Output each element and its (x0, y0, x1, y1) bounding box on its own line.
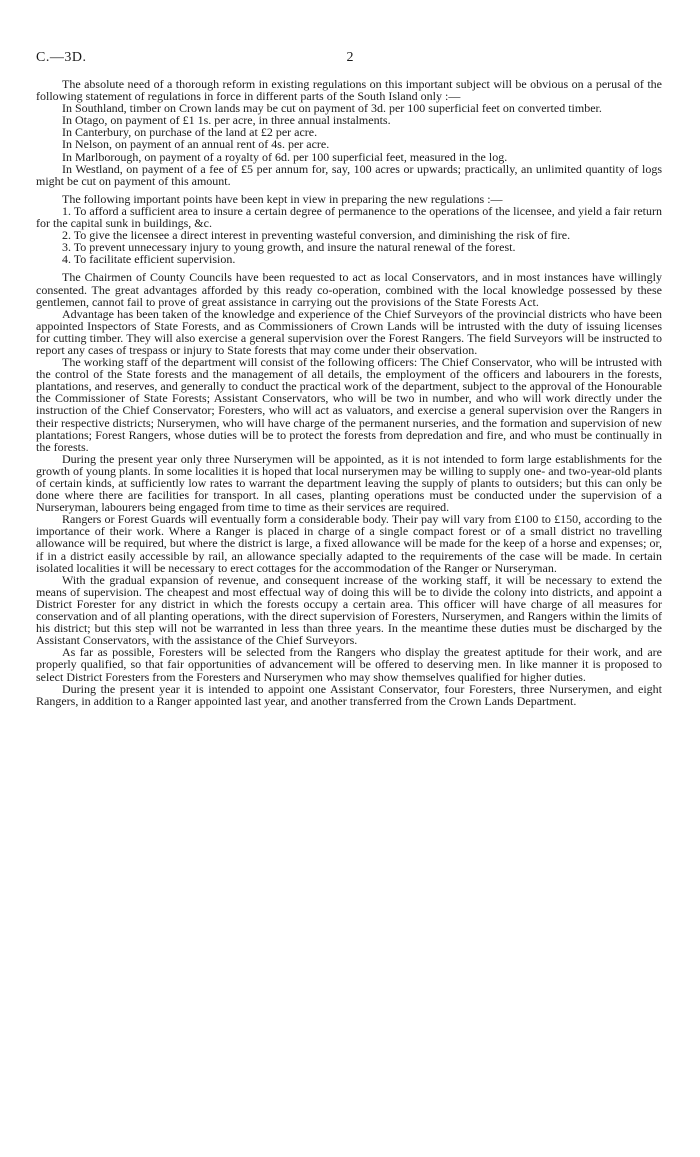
paragraph: As far as possible, Foresters will be selected from the Rangers who display the greatest aptitude for their work, and are properly qualified, so that fair opportunities of advancement will be offered to deserving men. In like manner it is proposed to select District Foresters from the Foresters and Nurserymen who may show themselves qualified for higher duties. (36, 645, 662, 684)
paragraph: Advantage has been taken of the knowledge and experience of the Chief Surveyors of the provincial districts who have been appointed Inspectors of State Forests, and as Commissioners of Crown Lands will be intrusted with the duty of issuing licenses for cutting timber. They will also exercise a general supervision over the Forest Rangers. The field Surveyors will be instructed to report any cases of trespass or injury to State forests that may come under their observation. (36, 306, 662, 357)
page-number: 2 (346, 50, 354, 65)
body-text (36, 78, 662, 707)
paragraph: During the present year only three Nurserymen will be appointed, as it is not intended to form large establishments for the growth of young plants. In some localities it is hoped that local nurserymen may be willing to supply one- and two-year-old plants of certain kinds, at sufficiently low rates to warrant the department leaving the supply of plants to outsiders; but this can only be done where there are facilities for transport. In all cases, planting operations must be conducted under the supervision of a Nurseryman, labourers being engaged from time to time as their services are required. (36, 451, 662, 515)
paragraph: 1. To afford a sufficient area to insure a certain degree of permanence to the operations of the licensee, and yield a fair return for the capital sunk in buildings, &c. (36, 203, 662, 231)
paragraph: In Canterbury, on purchase of the land at £2 per acre. (62, 125, 318, 140)
paragraph: During the present year it is intended to appoint one Assistant Conservator, four Foresters, three Nurserymen, and eight Rangers, in addition to a Ranger appointed last year, and another transferred from the Crown Lands Department. (36, 681, 662, 708)
paragraph: In Otago, on payment of £1 1s. per acre, in three annual instalments. (62, 113, 391, 128)
document-reference: C.—3D. (36, 50, 87, 65)
paragraph: In Nelson, on payment of an annual rent of 4s. per acre. (62, 137, 330, 152)
paragraph: In Southland, timber on Crown lands may be cut on payment of 3d. per 100 superficial feet on converted timber. (62, 101, 602, 116)
paragraph: With the gradual expansion of revenue, and consequent increase of the working staff, it will be necessary to extend the means of supervision. The cheapest and most effectual way of doing this will be to divide the colony into districts, and appoint a District Forester for any district in which the forests occupy a certain area. This officer will have charge of all measures for conservation and of all planting operations, with the direct supervision of Foresters, Nurserymen, and Rangers within the limits of his district; but this step will not be warranted in less than three years. In the meantime these duties must be discharged by the Assistant Conservators, with the assistance of the Chief Surveyors. (36, 572, 662, 648)
paragraph: The working staff of the department will consist of the following officers: The Chief Conservator, who will be intrusted with the control of the State forests and the management of all details, the employment of the officers and labourers in the forests, plantations, and reserves, and generally to conduct the practical work of the department, subject to the approval of the Honourable the Commissioner of State Forests; Assistant Conservators, who will be two in number, and who will work directly under the instruction of the Chief Conservator; Foresters, who will act as valuators, and exercise a general supervision over the Rangers in their respective districts; Nurserymen, who will have charge of the permanent nurseries, and the formation and supervision of new plantations; Forest Rangers, whose duties will be to protect the forests from depredation and fire, and who must be continually in the forests. (36, 355, 662, 454)
paragraph: In Marlborough, on payment of a royalty of 6d. per 100 superficial feet, measured in the log. (62, 149, 508, 164)
paragraph: 4. To facilitate efficient supervision. (62, 252, 236, 267)
paragraph: In Westland, on payment of a fee of £5 per annum for, say, 100 acres or upwards; practically, an unlimited quantity of logs might be cut on payment of this amount. (36, 161, 662, 188)
paragraph: 2. To give the licensee a direct interest in preventing wasteful conversion, and diminishing the risk of fire. (62, 228, 571, 243)
paragraph: 3. To prevent unnecessary injury to young growth, and insure the natural renewal of the forest. (62, 240, 516, 255)
paragraph: The absolute need of a thorough reform in existing regulations on this important subject will be obvious on a perusal of the following statement of regulations in force in different parts of the South Island only :— (36, 77, 662, 104)
paragraph: The Chairmen of County Councils have been requested to act as local Conservators, and in most instances have willingly consented. The great advantages afforded by this ready co-operation, combined with the local knowledge possessed by these gentlemen, cannot fail to prove of great assistance in carrying out the provisions of the State Forests Act. (36, 270, 662, 309)
paragraph: The following important points have been kept in view in preparing the new regulations :— (62, 191, 503, 206)
paragraph: Rangers or Forest Guards will eventually form a considerable body. Their pay will vary from £100 to £150, according to the importance of their work. Where a Ranger is placed in charge of a single compact forest or of a small district no travelling allowance will be required, but where the district is large, a fixed allowance will be made for the keep of a horse and expenses; or, if in a district easily accessible by rail, an allowance specially adapted to the requirements of the case will be made. In certain isolated localities it will be necessary to erect cottages for the accommodation of the Ranger or Nurseryman. (36, 512, 662, 575)
